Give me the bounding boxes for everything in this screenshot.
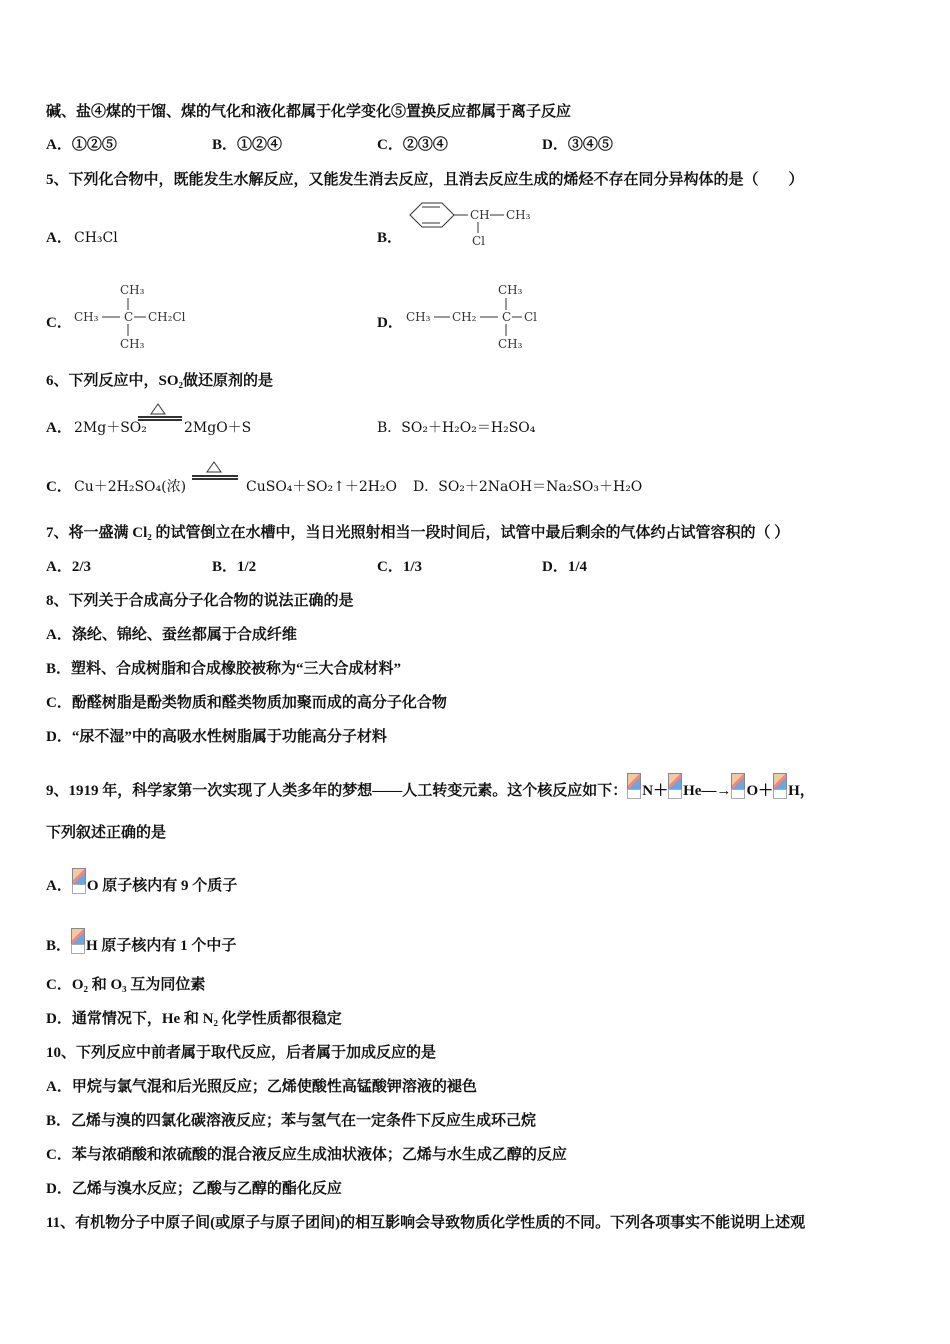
q4-option-b: B．①②④ [212,137,283,153]
q9-option-d: D．通常情况下，He 和 N₂ 化学性质都很稳定 [46,1011,342,1027]
ch3-left-label: CH₃ [406,310,431,324]
q4-option-a: A．①②⑤ [46,137,117,153]
option-text: H 原子核内有 1 个中子 [86,938,237,954]
ch3-top-label: CH₃ [498,283,523,297]
q9-option-c: C．O₂ 和 O₃ 互为同位素 [46,977,206,993]
q9-option-a [46,868,237,896]
q10-option-b: B．乙烯与溴的四氯化碳溶液反应；苯与氢气在一定条件下反应生成环己烷 [46,1113,537,1129]
q6-option-a-right: 2MgO＋S [184,420,252,436]
q7-option-d: D．1/4 [542,559,588,575]
q4-option-d: D．③④⑤ [542,137,613,153]
ch-label: CH [470,208,490,222]
q9-eq-h: H， [788,783,815,799]
q5-stem: 5、下列化合物中，既能发生水解反应，又能发生消去反应，且消去反应生成的烯烃不存在同分异构体的是（ ） [46,172,804,188]
isotope-image-icon [773,773,787,799]
q10-stem: 10、下列反应中前者属于取代反应，后者属于加成反应的是 [46,1045,437,1061]
q7-stem: 7、将一盛满 Cl₂ 的试管倒立在水槽中，当日光照射相当一段时间后，试管中最后剩余的气体约占试管容积的（ ） [46,525,790,541]
q10-option-d: D．乙烯与溴水反应；乙酸与乙醇的酯化反应 [46,1181,342,1197]
q6-option-a-left: 2Mg＋SO₂ [74,420,147,436]
q6-option-a-label: A． [46,420,72,436]
ch3-left-label: CH₃ [74,310,99,324]
cl-label: Cl [472,234,486,248]
isotope-image-icon [731,773,745,799]
ch2-label: CH₂ [452,310,477,324]
q5-option-b-structure [402,197,552,253]
q8-option-a: A．涤纶、锦纶、蚕丝都属于合成纤维 [46,627,297,643]
q6-option-c-right: CuSO₄＋SO₂↑＋2H₂O [246,479,398,495]
q10-option-c: C．苯与浓硝酸和浓硫酸的混合液反应生成油状液体；乙烯与水生成乙醇的反应 [46,1147,567,1163]
q7-option-c: C．1/3 [377,559,423,575]
option-text: O 原子核内有 9 个质子 [86,878,238,894]
q9-stem-text: 9、1919 年，科学家第一次实现了人类多年的梦想——人工转变元素。这个核反应如下： [46,783,628,799]
q9-option-b [46,928,236,956]
isotope-image-icon [71,928,85,954]
q9-eq-he: He—→ [683,783,732,799]
q9-stem-2: 下列叙述正确的是 [46,825,167,841]
q5-option-a-formula: CH₃Cl [74,230,118,246]
q8-option-d: D．“尿不湿”中的高吸水性树脂属于功能高分子材料 [46,729,387,745]
q7-option-a: A．2/3 [46,559,92,575]
q6-option-b: B．SO₂＋H₂O₂＝H₂SO₄ [377,420,536,436]
option-label: A． [46,878,72,894]
q8-stem: 8、下列关于合成高分子化合物的说法正确的是 [46,593,354,609]
q5-option-d-structure [402,280,552,354]
q5-option-b-label: B． [377,230,403,246]
q5-option-c-label: C． [46,315,72,331]
q11-stem: 11、有机物分子中原子间(或原子与原子团间)的相互影响会导致物质化学性质的不同。下列各项事实不能说明上述观 [46,1215,806,1231]
q5-option-c-structure [70,280,210,354]
isotope-image-icon [72,868,86,894]
q9-eq-o: O＋ [746,783,774,799]
ch2cl-label: CH₂Cl [148,310,186,324]
option-label: B． [46,938,72,954]
ch3-bottom-label: CH₃ [120,337,145,351]
q6-option-d: D．SO₂＋2NaOH＝Na₂SO₃＋H₂O [413,479,643,495]
q5-option-a-label: A． [46,230,72,246]
q6-stem: 6、下列反应中，SO₂做还原剂的是 [46,373,274,389]
q7-option-b: B．1/2 [212,559,257,575]
heat-condition-icon [190,460,240,490]
cl-label: Cl [524,310,538,324]
q9-stem [46,773,815,801]
q6-option-c-label: C． [46,479,72,495]
ch3-bottom-label: CH₃ [498,337,523,351]
isotope-image-icon [627,773,641,799]
q9-eq-n: N＋ [642,783,669,799]
q8-option-c: C．酚醛树脂是酚类物质和醛类物质加聚而成的高分子化合物 [46,695,447,711]
q4-option-c: C．②③④ [377,137,448,153]
q10-option-a: A．甲烷与氯气混和后光照反应；乙烯使酸性高锰酸钾溶液的褪色 [46,1079,477,1095]
q6-option-c-left: Cu＋2H₂SO₄(浓) [74,479,187,495]
c-label: C [502,310,512,324]
isotope-image-icon [668,773,682,799]
c-label: C [124,310,134,324]
ch3-top-label: CH₃ [120,283,145,297]
q5-option-d-label: D． [377,315,403,331]
heat-condition-icon [136,402,184,432]
ch3-label: CH₃ [506,208,531,222]
q8-option-b: B．塑料、合成树脂和合成橡胶被称为“三大合成材料” [46,661,402,677]
text-line: 碱、盐④煤的干馏、煤的气化和液化都属于化学变化⑤置换反应都属于离子反应 [46,104,572,120]
